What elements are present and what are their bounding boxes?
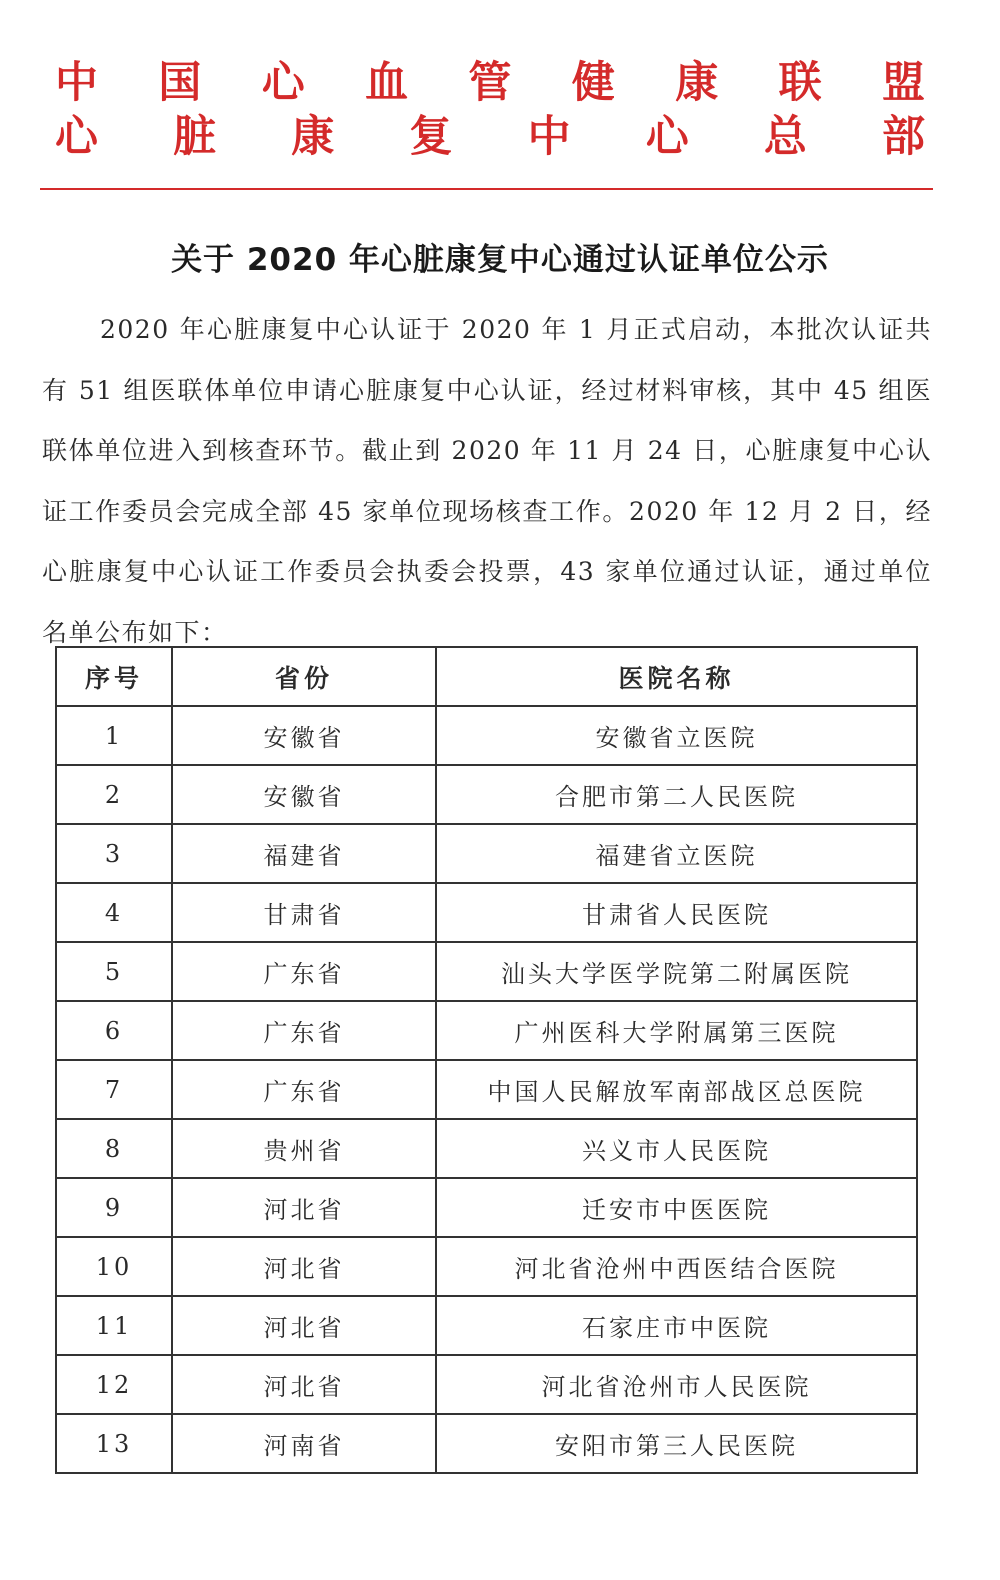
cell-number: 2 [56, 765, 172, 824]
cell-number: 11 [56, 1296, 172, 1355]
table-row [56, 1414, 917, 1473]
cell-number: 12 [56, 1355, 172, 1414]
table-row [56, 1296, 917, 1355]
cell-province: 河北省 [172, 1296, 436, 1355]
cell-number: 7 [56, 1060, 172, 1119]
cell-number: 13 [56, 1414, 172, 1473]
certified-hospitals-table [55, 646, 918, 1474]
table-row [56, 1355, 917, 1414]
column-header-province: 省份 [172, 647, 436, 706]
cell-province: 安徽省 [172, 765, 436, 824]
cell-hospital: 石家庄市中医院 [436, 1296, 917, 1355]
column-header-hospital: 医院名称 [436, 647, 917, 706]
letterhead-char: 总 [763, 112, 807, 162]
letterhead-char: 康 [675, 58, 719, 108]
document-title: 关于 2020 年心脏康复中心通过认证单位公示 [171, 242, 829, 278]
cell-hospital: 兴义市人民医院 [436, 1119, 917, 1178]
cell-number: 10 [56, 1237, 172, 1296]
table-header-row [56, 647, 917, 706]
table-row [56, 1237, 917, 1296]
letterhead-char: 心 [261, 58, 305, 108]
letterhead-char: 康 [291, 112, 335, 162]
table-row [56, 883, 917, 942]
cell-hospital: 河北省沧州中西医结合医院 [436, 1237, 917, 1296]
cell-province: 河北省 [172, 1237, 436, 1296]
cell-province: 河南省 [172, 1414, 436, 1473]
cell-number: 4 [56, 883, 172, 942]
cell-hospital: 甘肃省人民医院 [436, 883, 917, 942]
cell-province: 广东省 [172, 1060, 436, 1119]
letterhead-char: 心 [55, 112, 98, 162]
letterhead-char: 复 [409, 112, 453, 162]
cell-hospital: 合肥市第二人民医院 [436, 765, 917, 824]
letterhead-char: 中 [55, 58, 98, 108]
cell-hospital: 广州医科大学附属第三医院 [436, 1001, 917, 1060]
cell-province: 河北省 [172, 1178, 436, 1237]
table-row [56, 1119, 917, 1178]
letterhead-line-2 [55, 112, 925, 162]
letterhead-char: 心 [645, 112, 689, 162]
cell-hospital: 河北省沧州市人民医院 [436, 1355, 917, 1414]
cell-number: 1 [56, 706, 172, 765]
cell-province: 甘肃省 [172, 883, 436, 942]
letterhead-char: 健 [571, 58, 615, 108]
letterhead-divider [40, 188, 933, 190]
cell-number: 8 [56, 1119, 172, 1178]
intro-paragraph: 2020 年心脏康复中心认证于 2020 年 1 月正式启动，本批次认证共有 51 组医联体单位申请心脏康复中心认证，经过材料审核，其中 45 组医联体单位进入到核查环节。截止到 2020 年 11 月 24 日，心脏康复中心认证工作委员会完成全部 45 家单位现场核查工作。2020 年 12 月 2 日，经心脏康复中心认证工作委员会执委会投票，43 家单位通过认证，通过单位名单公布如下： [42, 315, 932, 647]
cell-number: 6 [56, 1001, 172, 1060]
letterhead-line-1 [55, 58, 925, 108]
letterhead-char: 盟 [882, 58, 925, 108]
table-row [56, 1060, 917, 1119]
cell-province: 安徽省 [172, 706, 436, 765]
letterhead-char: 脏 [173, 112, 217, 162]
cell-hospital: 安阳市第三人民医院 [436, 1414, 917, 1473]
cell-hospital: 迁安市中医医院 [436, 1178, 917, 1237]
cell-hospital: 福建省立医院 [436, 824, 917, 883]
cell-number: 9 [56, 1178, 172, 1237]
cell-number: 3 [56, 824, 172, 883]
cell-province: 福建省 [172, 824, 436, 883]
cell-hospital: 中国人民解放军南部战区总医院 [436, 1060, 917, 1119]
table-row [56, 824, 917, 883]
cell-province: 广东省 [172, 942, 436, 1001]
column-header-number: 序号 [56, 647, 172, 706]
cell-hospital: 安徽省立医院 [436, 706, 917, 765]
letterhead-char: 血 [365, 58, 409, 108]
cell-province: 河北省 [172, 1355, 436, 1414]
cell-number: 5 [56, 942, 172, 1001]
table-row [56, 706, 917, 765]
cell-hospital: 汕头大学医学院第二附属医院 [436, 942, 917, 1001]
cell-province: 贵州省 [172, 1119, 436, 1178]
letterhead-char: 管 [468, 58, 512, 108]
cell-province: 广东省 [172, 1001, 436, 1060]
letterhead-char: 联 [778, 58, 822, 108]
table-row [56, 1001, 917, 1060]
table-row [56, 942, 917, 1001]
table-row [56, 1178, 917, 1237]
letterhead-char: 中 [527, 112, 571, 162]
letterhead-char: 国 [158, 58, 202, 108]
letterhead-char: 部 [881, 112, 925, 162]
table-row [56, 765, 917, 824]
